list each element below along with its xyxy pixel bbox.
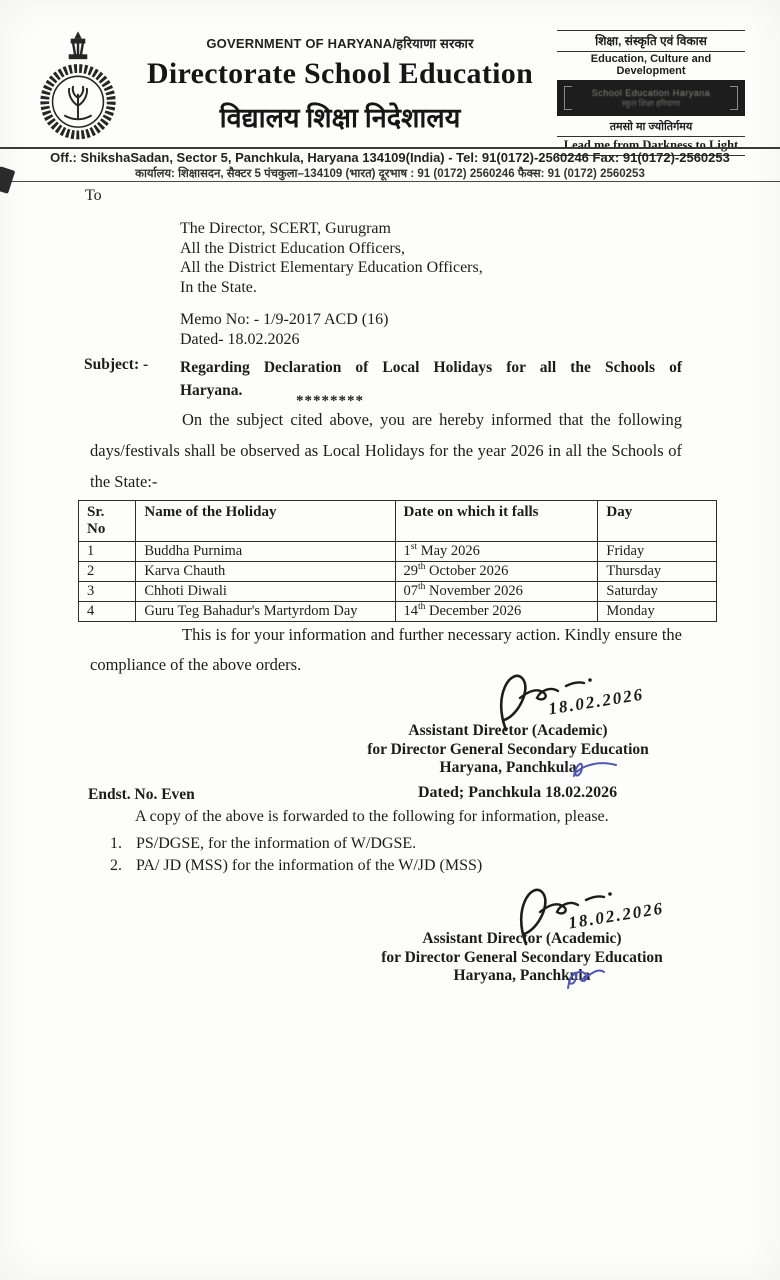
government-line: GOVERNMENT OF HARYANA/हरियाणा सरकार bbox=[206, 36, 474, 51]
date-number: 1 bbox=[403, 543, 411, 559]
signature-date: 18.02.2026 bbox=[567, 898, 666, 933]
directorate-title-en: Directorate School Education bbox=[146, 57, 534, 90]
motto-line-hindi-bottom: तमसो मा ज्योतिर्गमय bbox=[609, 121, 693, 133]
banner-bracket-right bbox=[730, 86, 738, 110]
cell-day: Thursday bbox=[598, 562, 717, 582]
table-row bbox=[79, 542, 717, 562]
cell-date bbox=[395, 562, 598, 582]
col-header-sr bbox=[79, 501, 136, 542]
subject-label: Subject: - bbox=[84, 356, 149, 373]
signatory-place: Haryana, Panchkula bbox=[453, 967, 591, 984]
signatory-designation: Assistant Director (Academic) bbox=[422, 930, 622, 947]
signatory-block bbox=[332, 930, 712, 986]
cell-sr: 2 bbox=[79, 562, 136, 582]
col-header-sr-line2: No bbox=[87, 521, 106, 537]
asterisk-separator: ******** bbox=[296, 393, 364, 409]
header-rule-bottom bbox=[0, 181, 780, 182]
table-row bbox=[79, 582, 717, 602]
table-row bbox=[79, 562, 717, 582]
addressee-line: All the District Elementary Education Officers, bbox=[180, 259, 483, 276]
cell-date bbox=[395, 602, 598, 622]
cell-day: Friday bbox=[598, 542, 717, 562]
school-education-banner bbox=[557, 80, 745, 116]
memo-block bbox=[180, 310, 388, 350]
signatory-for-line: for Director General Secondary Education bbox=[381, 948, 663, 966]
copy-forward-line: A copy of the above is forwarded to the following for information, please. bbox=[135, 808, 609, 825]
office-address-en: Off.: ShikshaSadan, Sector 5, Panchkula, Haryana 134109(India) - Tel: 91(0172)-2560246 Fax: 91(0172)-2560253 bbox=[50, 150, 730, 165]
signatory-place: Haryana, Panchkula bbox=[439, 759, 577, 776]
blue-pen-mark bbox=[568, 756, 620, 782]
addressee-line: All the District Education Officers, bbox=[180, 239, 405, 257]
endst-dated: Dated; Panchkula 18.02.2026 bbox=[418, 784, 618, 801]
signatory-for-line: for Director General Secondary Education bbox=[367, 740, 649, 758]
motto-line-hindi-top: शिक्षा, संस्कृति एवं विकास bbox=[595, 34, 707, 48]
banner-text-en: School Education Haryana bbox=[591, 87, 711, 98]
date-number: 29 bbox=[403, 563, 418, 579]
cell-sr: 4 bbox=[79, 602, 136, 622]
banner-text-hi: स्कूल शिक्षा हरियाणा bbox=[621, 98, 681, 108]
memo-number: Memo No: - 1/9-2017 ACD (16) bbox=[180, 311, 389, 328]
table-row bbox=[79, 602, 717, 622]
date-number: 07 bbox=[403, 583, 418, 599]
motto-line-english-top: Education, Culture and Development bbox=[590, 53, 712, 77]
memo-date: Dated- 18.02.2026 bbox=[180, 331, 300, 348]
closing-paragraph: This is for your information and further necessary action. Kindly ensure the compliance of the above orders. bbox=[90, 625, 682, 674]
date-number: 14 bbox=[403, 603, 418, 619]
office-address-hi: कार्यालय: शिक्षासदन, सैक्टर 5 पंचकुला–134109 (भारत) दूरभाष : 91 (0172) 2560246 फैक्स: 91 (0172) 2560253 bbox=[135, 168, 645, 180]
cell-holiday-name: Karva Chauth bbox=[136, 562, 395, 582]
item-text: PA/ JD (MSS) for the information of the W/JD (MSS) bbox=[136, 856, 483, 874]
cell-sr: 3 bbox=[79, 582, 136, 602]
addressee-line: The Director, SCERT, Gurugram bbox=[180, 220, 391, 237]
banner-bracket-left bbox=[564, 86, 572, 110]
addressee-line: In the State. bbox=[180, 278, 257, 296]
blue-pen-mark bbox=[560, 966, 612, 992]
letterhead-center bbox=[125, 34, 555, 135]
endst-number: Endst. No. Even bbox=[88, 786, 195, 803]
item-text: PS/DGSE, for the information of W/DGSE. bbox=[136, 835, 417, 852]
signature-date: 18.02.2026 bbox=[547, 684, 646, 719]
forward-item bbox=[110, 855, 482, 877]
subject-line1: Regarding Declaration of Local Holidays for all the Schools of bbox=[180, 359, 682, 376]
cell-holiday-name: Buddha Purnima bbox=[136, 542, 395, 562]
office-address bbox=[0, 150, 780, 181]
cell-holiday-name: Chhoti Diwali bbox=[136, 582, 395, 602]
col-header-name: Name of the Holiday bbox=[136, 501, 395, 542]
subject-line2: Haryana. bbox=[180, 382, 243, 399]
date-ordinal: th bbox=[418, 582, 426, 593]
date-month-year: December 2026 bbox=[425, 603, 522, 619]
date-month-year: October 2026 bbox=[425, 563, 509, 579]
date-month-year: November 2026 bbox=[425, 583, 523, 599]
cell-date bbox=[395, 542, 598, 562]
forward-list bbox=[110, 833, 482, 876]
cell-sr: 1 bbox=[79, 542, 136, 562]
motto-box bbox=[557, 30, 745, 156]
date-ordinal: st bbox=[410, 542, 418, 553]
table-header-row bbox=[79, 501, 717, 542]
motto-line-english-bottom: Lead me from Darkness to Light bbox=[563, 138, 739, 152]
signatory-designation: Assistant Director (Academic) bbox=[408, 722, 608, 739]
col-header-sr-line1: Sr. bbox=[87, 504, 105, 520]
forward-item bbox=[110, 833, 482, 855]
signatory-block bbox=[318, 722, 698, 778]
date-ordinal: th bbox=[418, 602, 426, 613]
haryana-emblem-icon bbox=[34, 28, 122, 150]
cell-day: Saturday bbox=[598, 582, 717, 602]
col-header-day: Day bbox=[598, 501, 717, 542]
header-rule-top bbox=[0, 147, 780, 149]
cell-day: Monday bbox=[598, 602, 717, 622]
holidays-table bbox=[78, 500, 717, 622]
cell-date bbox=[395, 582, 598, 602]
date-month-year: May 2026 bbox=[417, 543, 480, 559]
body-paragraph: On the subject cited above, you are hereby informed that the following days/festivals shall be observed as Local Holidays for the year 2026 in all the Schools of the State:- bbox=[90, 410, 682, 491]
to-label: To bbox=[85, 187, 102, 204]
date-ordinal: th bbox=[418, 562, 426, 573]
addressee-block bbox=[180, 219, 483, 297]
item-number: 2. bbox=[110, 856, 122, 874]
item-number: 1. bbox=[110, 835, 122, 852]
cell-holiday-name: Guru Teg Bahadur's Martyrdom Day bbox=[136, 602, 395, 622]
col-header-date: Date on which it falls bbox=[395, 501, 598, 542]
directorate-title-hi: विद्यालय शिक्षा निदेशालय bbox=[219, 103, 461, 133]
